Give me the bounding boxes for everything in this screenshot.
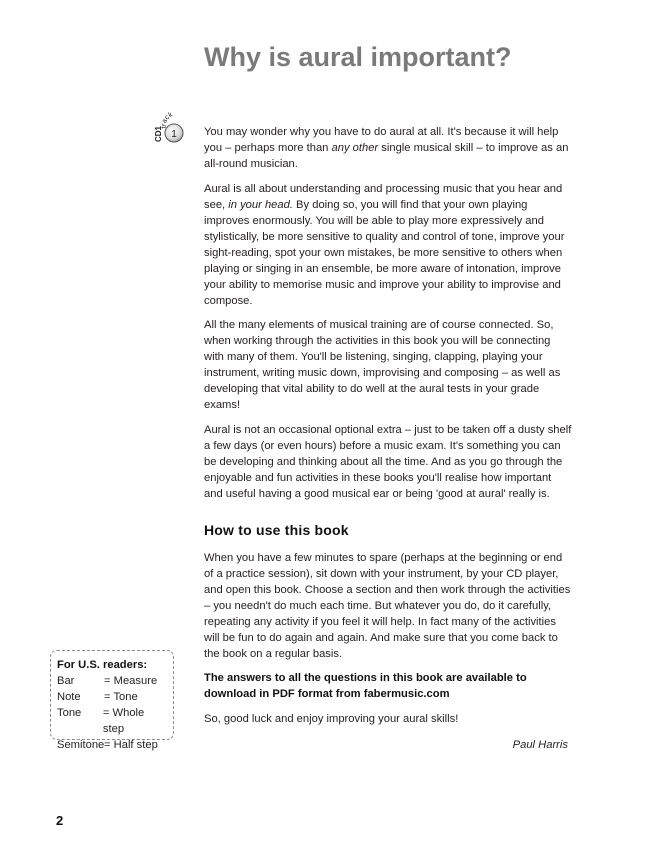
us-term: = Tone <box>104 691 138 703</box>
closing-line: So, good luck and enjoy improving your aural skills! <box>204 712 459 725</box>
paragraph-elements-connected: All the many elements of musical training are of course connected. So, when working through the activities in this book you will be connecting with many of them. You'll be listening, singing, clapping, playing your instrument, writing music down, improvising and composing – as well as developing that vital ability to do well at the aural tests in your grade exams! <box>204 319 561 411</box>
page-title: Why is aural important? <box>204 42 512 72</box>
uk-term: Bar <box>57 675 75 687</box>
answers-download-note: The answers to all the questions in this book are available to download in PDF format from fabermusic.com <box>204 672 527 700</box>
cd-label: CD1 <box>154 125 163 142</box>
us-term: = Measure <box>104 675 158 687</box>
us-readers-row <box>57 737 167 753</box>
us-readers-row <box>57 705 167 737</box>
cd-track-badge <box>152 112 192 146</box>
uk-term: Note <box>57 691 81 703</box>
cd-track-sublabel: track <box>160 112 174 129</box>
us-readers-row <box>57 673 167 689</box>
section-heading-how-to-use: How to use this book <box>204 521 349 538</box>
author-signature: Paul Harris <box>512 738 568 751</box>
uk-term: Semitone <box>57 739 105 751</box>
us-readers-heading: For U.S. readers: <box>57 659 148 671</box>
main-text-column <box>204 124 572 753</box>
cd-track-number: 1 <box>171 129 177 140</box>
paragraph-how-to-use: When you have a few minutes to spare (perhaps at the beginning or end of a practice session), sit down with your instrument, by your CD player, and open this book. Choose a section and then work through the activities – you needn't do much each time. But whatever you do, do it carefully, repeating any activity if you feel it will help. In fact many of the activities will be fun to do again and again. And make sure that you come back to the book on a regular basis. <box>204 551 571 660</box>
uk-term: Tone <box>57 707 82 719</box>
us-term: = Half step <box>104 739 158 751</box>
emphasis-any-other: any other <box>331 142 379 154</box>
paragraph-intro: You may wonder why you have to do aural at all. It's because it will help you – perhaps more than any other single musical skill – to improve as an all-round musician. <box>204 126 569 170</box>
paragraph-not-optional: Aural is not an occasional optional extra – just to be taken off a dusty shelf a few days (or even hours) before a music exam. It's something you can be developing and thinking about all the time. And as you go through the enjoyable and fun activities in these books you'll realise how important and useful having a good musical ear or being 'good at aural' really is. <box>204 423 572 500</box>
us-readers-box <box>50 650 174 751</box>
cd-track-icon <box>152 112 192 146</box>
emphasis-in-your-head: in your head. <box>228 198 293 211</box>
page-number: 2 <box>56 813 64 828</box>
paragraph-aural-about: Aural is all about understanding and processing music that you hear and see, in your head. By doing so, you will find that your own playing improves enormously. You will be able to play more expressively and stylistically, be more sensitive to quality and control of tone, improve your sight-reading, spot your own mistakes, be more sensitive to others when playing or singing in an ensemble, be more aware of intonation, improve your ability to memorise music and improve your ability to improvise and compose. <box>204 182 565 307</box>
us-readers-row <box>57 689 167 705</box>
us-term: = Whole step <box>102 707 145 735</box>
